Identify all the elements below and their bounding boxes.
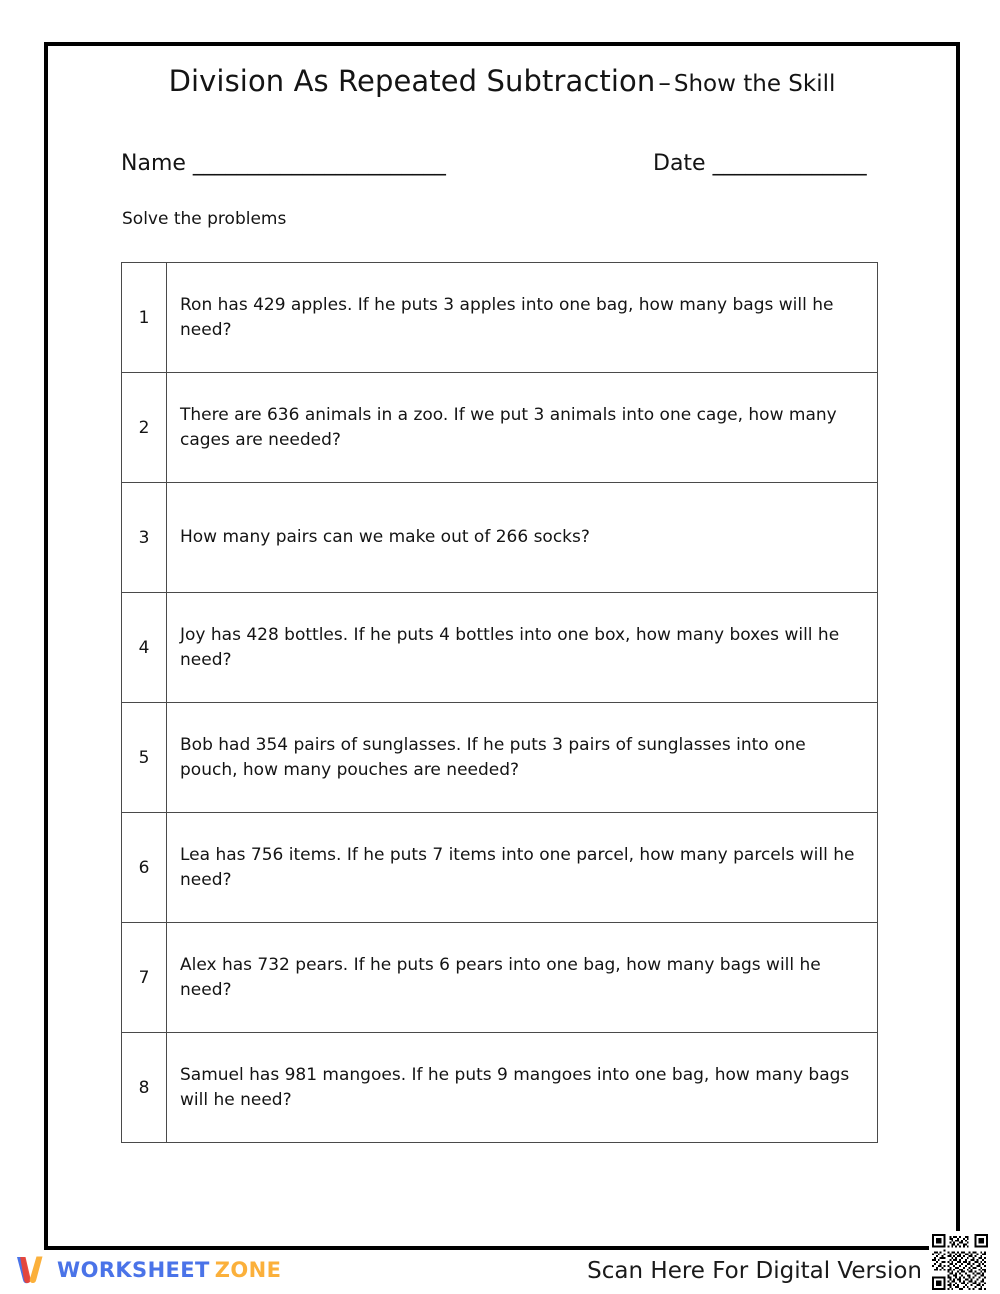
title-main-text: Division As Repeated Subtraction: [168, 64, 656, 98]
problem-number: 3: [122, 483, 167, 593]
logo-w-icon: [14, 1254, 48, 1286]
table-row: [122, 483, 878, 593]
problem-number: 6: [122, 813, 167, 923]
table-row: [122, 593, 878, 703]
page-title: [48, 64, 956, 98]
problem-number: 8: [122, 1033, 167, 1143]
qr-code-icon[interactable]: [929, 1231, 991, 1293]
problem-text: Samuel has 981 mangoes. If he puts 9 mangoes into one bag, how many bags will he need?: [167, 1033, 878, 1143]
name-date-row: [121, 151, 921, 189]
problem-text: Alex has 732 pears. If he puts 6 pears into one bag, how many bags will he need?: [167, 923, 878, 1033]
scan-here-label: Scan Here For Digital Version: [587, 1258, 922, 1284]
problem-number: 2: [122, 373, 167, 483]
instruction-text: Solve the problems: [122, 209, 287, 229]
problem-text: Joy has 428 bottles. If he puts 4 bottles into one box, how many boxes will he need?: [167, 593, 878, 703]
worksheet-zone-logo[interactable]: [14, 1254, 281, 1286]
page-footer: [0, 1252, 1000, 1294]
problem-number: 1: [122, 263, 167, 373]
table-row: [122, 923, 878, 1033]
name-field-group: [121, 151, 446, 176]
logo-wordmark: [57, 1258, 281, 1282]
date-field-group: [653, 151, 867, 176]
problem-text: Lea has 756 items. If he puts 7 items into one parcel, how many parcels will he need?: [167, 813, 878, 923]
table-row: [122, 373, 878, 483]
date-label: Date: [653, 151, 706, 176]
problem-number: 4: [122, 593, 167, 703]
problem-text: There are 636 animals in a zoo. If we put 3 animals into one cage, how many cages are needed?: [167, 373, 878, 483]
problems-table-body: [122, 263, 878, 1143]
table-row: [122, 263, 878, 373]
name-input-rule[interactable]: _______________________: [192, 151, 446, 176]
title-separator-dash: –: [658, 68, 671, 97]
date-input-rule[interactable]: ______________: [712, 151, 867, 176]
problem-number: 5: [122, 703, 167, 813]
table-row: [122, 813, 878, 923]
title-subtitle-text: Show the Skill: [673, 71, 836, 97]
name-label: Name: [121, 151, 186, 176]
problem-text: Ron has 429 apples. If he puts 3 apples into one bag, how many bags will he need?: [167, 263, 878, 373]
problem-number: 7: [122, 923, 167, 1033]
problem-text: Bob had 354 pairs of sunglasses. If he puts 3 pairs of sunglasses into one pouch, how many pouches are needed?: [167, 703, 878, 813]
problem-text: How many pairs can we make out of 266 socks?: [167, 483, 878, 593]
table-row: [122, 703, 878, 813]
logo-text-zone: ZONE: [214, 1258, 282, 1282]
table-row: [122, 1033, 878, 1143]
problems-table: [121, 262, 878, 1143]
worksheet-page-frame: [44, 42, 960, 1250]
logo-text-worksheet: WORKSHEET: [57, 1258, 210, 1282]
